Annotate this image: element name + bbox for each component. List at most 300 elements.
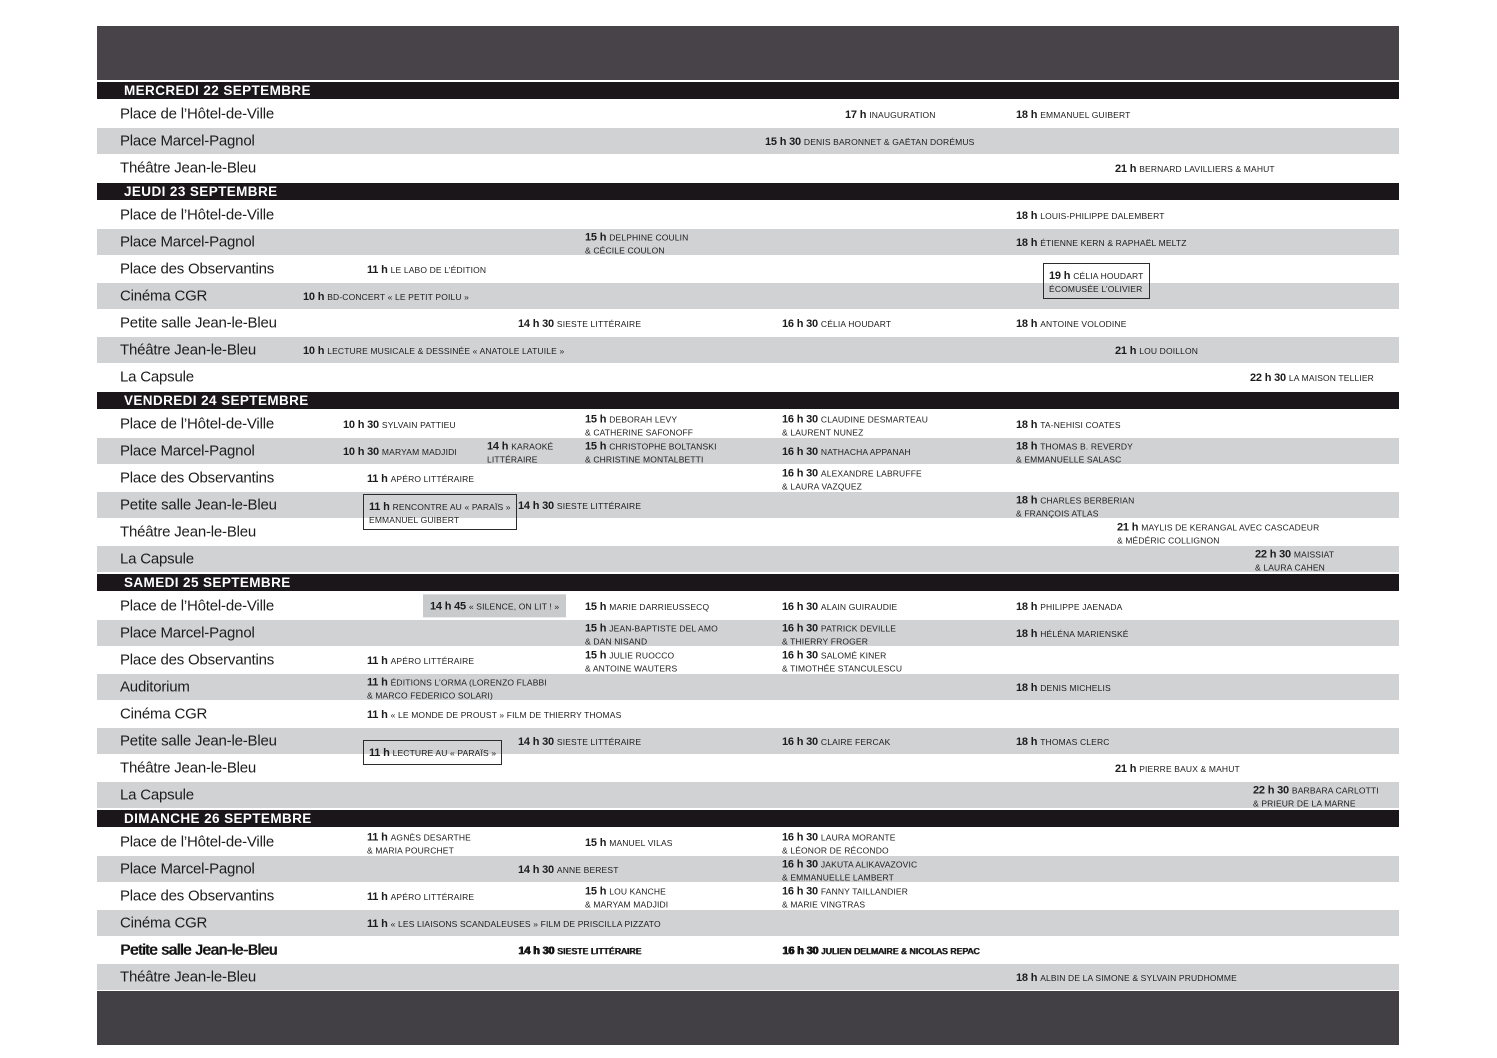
event-line (585, 436, 717, 454)
event-name: « LE MONDE DE PROUST » FILM DE THIERRY THOMAS (390, 709, 622, 720)
event-name: ANTOINE VOLODINE (1040, 318, 1127, 329)
event-name: TA-NEHISI COATES (1040, 419, 1121, 430)
event-entry-boxed (363, 494, 517, 530)
event-line (1115, 759, 1240, 777)
event-name-line2: & ANTOINE WAUTERS (585, 663, 678, 674)
venue-row (97, 546, 1399, 572)
event-name-line2: & THIERRY FROGER (782, 636, 869, 647)
event-entry (782, 732, 890, 750)
event-line (367, 827, 471, 845)
event-line (782, 645, 902, 663)
top-banner (97, 26, 1399, 80)
event-entry (1115, 341, 1198, 359)
venue-label: Place Marcel-Pagnol (120, 860, 255, 878)
event-time: 15 h 30 (765, 135, 801, 148)
event-time: 18 h (1016, 317, 1038, 330)
event-entry (518, 732, 641, 750)
event-time: 21 h (1117, 521, 1139, 534)
schedule-grid (97, 82, 1399, 990)
event-time: 16 h 30 (782, 622, 818, 635)
venue-label: Théâtre Jean-le-Bleu (120, 968, 257, 986)
event-name: LAURA MORANTE (820, 832, 896, 843)
venue-label: Théâtre Jean-le-Bleu (120, 159, 257, 177)
event-entry (1250, 368, 1374, 386)
event-line (585, 227, 688, 245)
event-name: CÉLIA HOUDART (1073, 271, 1144, 281)
event-name: ALAIN GUIRAUDIE (820, 601, 898, 612)
event-line (1115, 341, 1198, 359)
event-entry (782, 442, 911, 460)
event-entry (367, 469, 474, 487)
event-line (1255, 544, 1334, 562)
event-entry (585, 409, 693, 438)
day-header: SAMEDI 25 SEPTEMBRE (97, 574, 1399, 591)
venue-row (97, 829, 1399, 855)
event-name-line2: & LÉONOR DE RÉCONDO (782, 845, 889, 856)
event-name: MAYLIS DE KERANGAL AVEC CASCADEUR (1141, 522, 1320, 533)
event-entry (423, 594, 566, 617)
event-line (369, 743, 496, 761)
event-name-line2: & FRANÇOIS ATLAS (1016, 508, 1099, 519)
venue-label: Place de l’Hôtel-de-Ville (120, 206, 274, 224)
event-entry (782, 827, 896, 856)
venue-row (97, 155, 1399, 181)
event-entry (367, 914, 661, 932)
event-time: 11 h (369, 747, 390, 759)
event-time: 16 h 30 (782, 649, 818, 662)
venue-row (97, 728, 1399, 759)
venue-label: Place des Observantins (120, 469, 275, 487)
event-line (782, 854, 917, 872)
event-name: JULIEN DELMAIRE & NICOLAS REPAC (820, 945, 980, 956)
event-name-line2: & DAN NISAND (585, 636, 648, 647)
event-line (367, 469, 474, 487)
event-name-line2: & CÉCILE COULON (585, 245, 665, 256)
venue-row (97, 755, 1399, 781)
event-time: 14 h 30 (518, 944, 554, 957)
event-name: JAKUTA ALIKAVAZOVIC (820, 859, 918, 870)
event-time: 15 h (585, 836, 607, 849)
venue-row (97, 519, 1399, 545)
event-time: 16 h 30 (782, 944, 818, 957)
event-entry (1016, 678, 1111, 696)
venue-row (97, 229, 1399, 255)
event-name: JULIE RUOCCO (609, 650, 675, 661)
event-name: LOU DOILLON (1139, 345, 1199, 356)
event-entry (1016, 597, 1122, 615)
venue-label: Petite salle Jean-le-Bleu (120, 314, 277, 332)
event-line (518, 496, 641, 514)
event-name-line2: & CHRISTINE MONTALBETTI (585, 454, 704, 465)
venue-row (97, 593, 1399, 619)
event-line (585, 409, 693, 427)
event-name: LECTURE MUSICALE & DESSINÉE « ANATOLE LATUILE » (327, 345, 565, 356)
venue-label: Petite salle Jean-le-Bleu (120, 732, 277, 750)
event-time: 18 h (1016, 627, 1038, 640)
event-time: 11 h (367, 708, 388, 721)
event-time: 11 h (367, 917, 388, 930)
event-line (585, 645, 677, 663)
event-name: « SILENCE, ON LIT ! » (468, 601, 560, 612)
event-line (343, 415, 456, 433)
event-time: 22 h 30 (1253, 784, 1289, 797)
event-line (1016, 233, 1187, 251)
event-line (782, 941, 979, 959)
event-name: ALBIN DE LA SIMONE & SYLVAIN PRUDHOMME (1040, 972, 1237, 983)
venue-label: Cinéma CGR (120, 705, 208, 723)
event-entry (782, 618, 896, 647)
event-time: 19 h (1049, 270, 1071, 282)
event-name: INAUGURATION (869, 109, 936, 120)
venue-label: Cinéma CGR (120, 287, 208, 305)
event-entry (367, 651, 474, 669)
event-time: 16 h 30 (782, 445, 818, 458)
event-name: SIESTE LITTÉRAIRE (556, 736, 642, 747)
event-line (845, 105, 936, 123)
event-line (1253, 780, 1379, 798)
event-name: DENIS BARONNET & GAËTAN DORÉMUS (803, 136, 975, 147)
venue-label: Théâtre Jean-le-Bleu (120, 341, 257, 359)
event-time: 21 h (1115, 762, 1137, 775)
event-entry (782, 409, 928, 438)
event-time: 10 h 30 (343, 445, 379, 458)
event-time: 15 h (585, 649, 607, 662)
event-time: 14 h 45 (430, 600, 466, 613)
day-header: VENDREDI 24 SEPTEMBRE (97, 392, 1399, 409)
venue-row (97, 937, 1399, 963)
event-line (1016, 732, 1110, 750)
event-time: 18 h (1016, 494, 1038, 507)
event-time: 16 h 30 (782, 600, 818, 613)
event-name: THOMAS B. REVERDY (1040, 441, 1133, 452)
venue-row (97, 701, 1399, 727)
event-name: SIESTE LITTÉRAIRE (556, 500, 642, 511)
event-entry (367, 705, 621, 723)
event-entry (585, 436, 717, 465)
venue-label: Place de l’Hôtel-de-Ville (120, 105, 274, 123)
event-entry (1016, 314, 1127, 332)
event-time: 18 h (1016, 236, 1038, 249)
event-name: DELPHINE COULIN (609, 232, 689, 243)
event-line (487, 436, 553, 454)
event-name: PATRICK DEVILLE (820, 623, 897, 634)
event-name-line2: & CATHERINE SAFONOFF (585, 427, 694, 438)
event-time: 18 h (1016, 418, 1038, 431)
event-entry (1115, 759, 1240, 777)
event-entry (585, 881, 668, 910)
event-line (303, 341, 564, 359)
venue-label: Place des Observantins (120, 651, 275, 669)
event-time: 16 h 30 (782, 831, 818, 844)
event-entry (367, 260, 486, 278)
event-name: APÉRO LITTÉRAIRE (390, 655, 475, 666)
event-line (423, 594, 566, 617)
event-time: 16 h 30 (782, 413, 818, 426)
event-name-line2: & EMMANUELLE SALASC (1016, 454, 1122, 465)
event-name-line2: & LAURENT NUNEZ (782, 427, 864, 438)
venue-label: Place des Observantins (120, 887, 275, 905)
venue-row (97, 411, 1399, 437)
event-time: 11 h (367, 831, 388, 844)
event-name: EMMANUEL GUIBERT (1040, 109, 1131, 120)
event-entry (367, 887, 474, 905)
event-line (1016, 968, 1237, 986)
event-name: MAISSIAT (1293, 549, 1335, 560)
event-name: JEAN-BAPTISTE DEL AMO (609, 623, 718, 634)
venue-label: Place de l’Hôtel-de-Ville (120, 415, 274, 433)
event-entry-boxed (1043, 263, 1150, 299)
event-time: 16 h 30 (782, 735, 818, 748)
venue-label: Place Marcel-Pagnol (120, 233, 255, 251)
event-entry (782, 463, 922, 492)
event-name: NATHACHA APPANAH (820, 446, 911, 457)
event-line (1016, 314, 1127, 332)
event-entry (518, 314, 641, 332)
event-entry (487, 436, 553, 465)
event-line (782, 597, 897, 615)
event-name: KARAOKÉ (511, 441, 554, 452)
venue-row (97, 364, 1399, 390)
event-entry (343, 415, 456, 433)
event-name: BARBARA CARLOTTI (1291, 785, 1379, 796)
event-line (367, 672, 547, 690)
event-time: 11 h (367, 472, 388, 485)
event-time: 16 h 30 (782, 885, 818, 898)
event-entry (1016, 105, 1130, 123)
event-name: CHRISTOPHE BOLTANSKI (609, 441, 717, 452)
event-time: 10 h (303, 344, 325, 357)
event-line (1016, 624, 1129, 642)
event-line (782, 463, 922, 481)
event-name: ALEXANDRE LABRUFFE (820, 468, 922, 479)
event-entry (782, 314, 891, 332)
event-name: SYLVAIN PATTIEU (381, 419, 456, 430)
event-time: 22 h 30 (1255, 548, 1291, 561)
event-name: LECTURE AU « PARAÏS » (392, 748, 497, 758)
event-name-line2: & MARIE VINGTRAS (782, 899, 866, 910)
event-entry (367, 672, 547, 701)
event-name: DENIS MICHELIS (1040, 682, 1111, 693)
event-line (518, 941, 641, 959)
event-name: HÉLÉNA MARIENSKÉ (1040, 628, 1129, 639)
event-line (367, 260, 486, 278)
event-name-line2: & MARIA POURCHET (367, 845, 454, 856)
event-entry (1016, 732, 1110, 750)
venue-label: Place de l’Hôtel-de-Ville (120, 833, 274, 851)
venue-label: La Capsule (120, 786, 194, 804)
event-time: 11 h (367, 890, 388, 903)
event-line (303, 287, 469, 305)
event-entry (585, 597, 709, 615)
day-header: MERCREDI 22 SEPTEMBRE (97, 82, 1399, 99)
event-line (1016, 436, 1133, 454)
event-time: 15 h (585, 413, 607, 426)
event-entry (1016, 206, 1165, 224)
event-time: 22 h 30 (1250, 371, 1286, 384)
event-line (1117, 517, 1319, 535)
event-entry (585, 645, 677, 674)
event-time: 14 h 30 (518, 499, 554, 512)
venue-row (97, 883, 1399, 909)
venue-row (97, 337, 1399, 363)
program-page (97, 26, 1399, 1045)
event-entry (1016, 490, 1134, 519)
event-entry (765, 132, 975, 150)
event-line (1016, 678, 1111, 696)
venue-label: Place Marcel-Pagnol (120, 132, 255, 150)
event-line (585, 618, 718, 636)
event-time: 11 h (367, 263, 388, 276)
venue-label: Petite salle Jean-le-Bleu (120, 496, 277, 514)
event-time: 18 h (1016, 108, 1038, 121)
event-line (1115, 159, 1275, 177)
venue-label: Place des Observantins (120, 260, 275, 278)
event-time: 16 h 30 (782, 467, 818, 480)
event-line (585, 597, 709, 615)
event-line (765, 132, 975, 150)
event-entry (1255, 544, 1334, 573)
event-name-line2: & TIMOTHÉE STANCULESCU (782, 663, 903, 674)
event-line (1016, 490, 1134, 508)
event-line (1016, 206, 1165, 224)
event-time: 18 h (1016, 600, 1038, 613)
event-time: 15 h (585, 885, 607, 898)
event-name: LOUIS-PHILIPPE DALEMBERT (1040, 210, 1165, 221)
event-time: 21 h (1115, 162, 1137, 175)
event-line (782, 732, 890, 750)
event-entry (845, 105, 936, 123)
event-line (1049, 266, 1144, 284)
event-entry (585, 618, 718, 647)
event-entry-boxed (363, 740, 502, 765)
venue-label: Théâtre Jean-le-Bleu (120, 523, 257, 541)
event-line (585, 833, 673, 851)
event-time: 14 h 30 (518, 317, 554, 330)
event-line (782, 881, 908, 899)
venue-label: Place Marcel-Pagnol (120, 624, 255, 642)
event-name-line2: & EMMANUELLE LAMBERT (782, 872, 894, 883)
event-line (1250, 368, 1374, 386)
event-line (782, 409, 928, 427)
event-name: SIESTE LITTÉRAIRE (556, 318, 642, 329)
event-time: 21 h (1115, 344, 1137, 357)
event-line (343, 442, 457, 460)
event-line (782, 827, 896, 845)
event-name-line2: ÉCOMUSÉE L’OLIVIER (1049, 284, 1143, 295)
event-name-line2: & MÉDÉRIC COLLIGNON (1117, 535, 1220, 546)
venue-label: Place de l’Hôtel-de-Ville (120, 597, 274, 615)
event-line (1016, 597, 1122, 615)
event-name: APÉRO LITTÉRAIRE (390, 473, 475, 484)
event-name: ANNE BEREST (556, 864, 619, 875)
event-name-line2: & PRIEUR DE LA MARNE (1253, 798, 1356, 809)
event-time: 15 h (585, 622, 607, 635)
event-name: THOMAS CLERC (1040, 736, 1110, 747)
event-entry (343, 442, 457, 460)
event-time: 14 h (487, 440, 509, 453)
event-name: PIERRE BAUX & MAHUT (1139, 763, 1240, 774)
event-name: SALOMÉ KINER (820, 650, 887, 661)
event-name: BD-CONCERT « LE PETIT POILU » (327, 291, 470, 302)
event-time: 18 h (1016, 971, 1038, 984)
event-name: MARYAM MADJIDI (381, 446, 457, 457)
day-header: DIMANCHE 26 SEPTEMBRE (97, 810, 1399, 827)
event-name: SIESTE LITTÉRAIRE (556, 945, 642, 956)
event-time: 14 h 30 (518, 735, 554, 748)
event-time: 18 h (1016, 209, 1038, 222)
event-entry (1016, 233, 1187, 251)
venue-row (97, 283, 1399, 309)
event-time: 17 h (845, 108, 867, 121)
venue-row (97, 782, 1399, 808)
venue-row (97, 256, 1399, 295)
event-time: 10 h 30 (343, 418, 379, 431)
event-line (782, 618, 896, 636)
event-time: 11 h (367, 654, 388, 667)
event-entry (782, 645, 902, 674)
event-line (367, 651, 474, 669)
event-time: 15 h (585, 440, 607, 453)
event-time: 18 h (1016, 735, 1038, 748)
event-name-line2: & MARCO FEDERICO SOLARI) (367, 690, 493, 701)
venue-row (97, 465, 1399, 491)
event-name: « LES LIAISONS SCANDALEUSES » FILM DE PRISCILLA PIZZATO (390, 918, 661, 929)
event-name: APÉRO LITTÉRAIRE (390, 891, 475, 902)
event-name: MARIE DARRIEUSSECQ (609, 601, 710, 612)
event-entry (1016, 624, 1129, 642)
bottom-banner (97, 991, 1399, 1045)
event-name: LOU KANCHE (609, 886, 666, 897)
event-name: ÉTIENNE KERN & RAPHAËL MELTZ (1040, 237, 1187, 248)
event-name: PHILIPPE JAENADA (1040, 601, 1123, 612)
event-entry (303, 341, 564, 359)
event-entry (782, 854, 917, 883)
venue-row (97, 674, 1399, 700)
venue-label: Théâtre Jean-le-Bleu (120, 759, 257, 777)
event-line (367, 914, 661, 932)
venue-label: La Capsule (120, 550, 194, 568)
event-name: FANNY TAILLANDIER (820, 886, 909, 897)
event-name: CLAUDINE DESMARTEAU (820, 414, 928, 425)
event-entry (782, 941, 979, 959)
event-time: 10 h (303, 290, 325, 303)
event-time: 16 h 30 (782, 317, 818, 330)
event-entry (518, 941, 641, 959)
venue-row (97, 101, 1399, 127)
event-name: RENCONTRE AU « PARAÏS » (392, 502, 511, 512)
event-time: 11 h (369, 501, 390, 513)
event-line (518, 314, 641, 332)
venue-row (97, 310, 1399, 336)
event-name: ÉDITIONS L’ORMA (LORENZO FLABBI (390, 677, 547, 688)
event-time: 15 h (585, 600, 607, 613)
event-entry (1016, 436, 1133, 465)
venue-row (97, 964, 1399, 990)
event-name: CÉLIA HOUDART (820, 318, 892, 329)
event-time: 18 h (1016, 440, 1038, 453)
day-header: JEUDI 23 SEPTEMBRE (97, 183, 1399, 200)
event-entry (518, 860, 619, 878)
event-entry (585, 833, 673, 851)
venue-row (97, 647, 1399, 673)
venue-row (97, 128, 1399, 154)
event-name: CHARLES BERBERIAN (1040, 495, 1135, 506)
event-entry (782, 881, 908, 910)
event-name-line2: LITTÉRAIRE (487, 454, 538, 465)
event-entry (1117, 517, 1319, 546)
event-entry (1115, 159, 1275, 177)
event-entry (1253, 780, 1379, 809)
